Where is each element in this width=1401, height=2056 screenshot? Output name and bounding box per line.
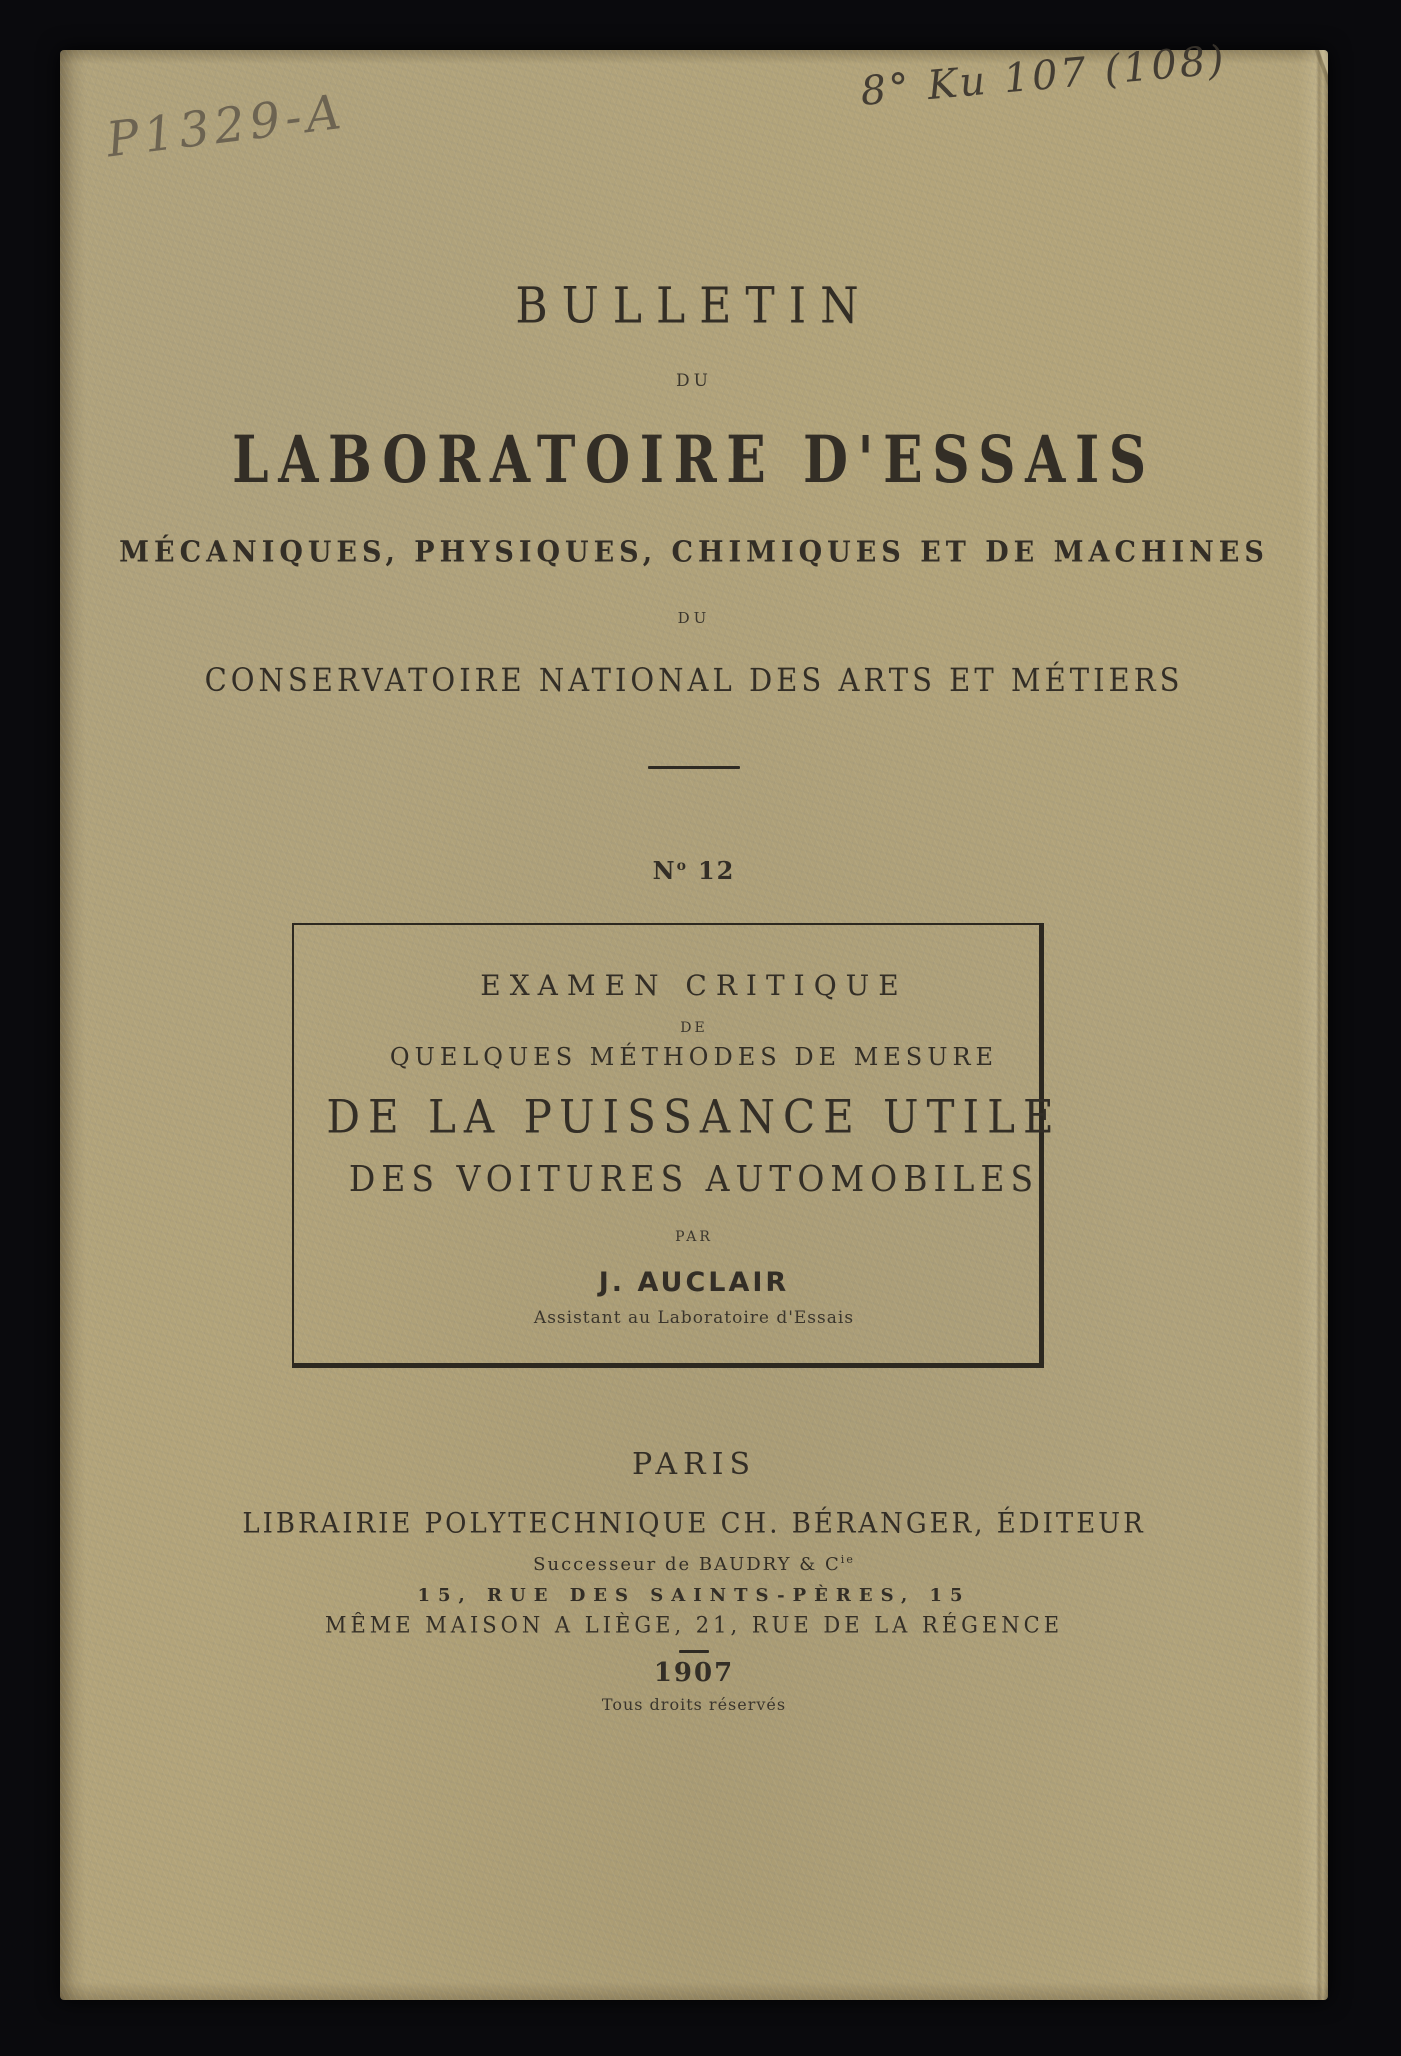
imprint-city: PARIS: [631, 1447, 757, 1482]
separator-rule: [648, 766, 740, 769]
issue-sup-o: o: [676, 858, 688, 874]
successor-text: Successeur de BAUDRY & C: [533, 1554, 841, 1575]
successor-sup: ie: [840, 1553, 855, 1566]
imprint-address-paris: 15, RUE DES SAINTS-PÈRES, 15: [417, 1585, 971, 1606]
work-title-sub: DES VOITURES AUTOMOBILES: [348, 1157, 1040, 1200]
issue-n: N: [652, 856, 677, 885]
issue-number: [60, 856, 1328, 885]
bulletin-title: BULLETIN: [515, 277, 873, 335]
work-title-line2: DE: [680, 1020, 708, 1036]
laboratoire-title: LABORATOIRE D'ESSAIS: [232, 420, 1156, 498]
author-title: Assistant au Laboratoire d'Essais: [533, 1308, 855, 1328]
paper-corner-fold: [1280, 50, 1328, 170]
byline-par: PAR: [675, 1229, 713, 1245]
imprint-rights: Tous droits réservés: [601, 1695, 787, 1714]
work-title-line1: EXAMEN CRITIQUE: [480, 969, 908, 1002]
imprint-year: 1907: [653, 1658, 735, 1688]
work-title-main: DE LA PUISSANCE UTILE: [326, 1089, 1062, 1144]
author-name: J. AUCLAIR: [598, 1267, 790, 1298]
work-title-line3: QUELQUES MÉTHODES DE MESURE: [389, 1043, 999, 1071]
du-word-1: DU: [676, 371, 712, 391]
imprint-successor: [60, 1554, 1328, 1574]
issue-num: 12: [697, 856, 736, 885]
ink-call-number: 8° Ku 107 (108): [858, 37, 1229, 115]
pencil-call-number: P1329-A: [103, 83, 349, 169]
institution-name: CONSERVATOIRE NATIONAL DES ARTS ET MÉTIERS: [204, 661, 1184, 699]
du-word-2: DU: [677, 609, 711, 627]
imprint-publisher: LIBRAIRIE POLYTECHNIQUE CH. BÉRANGER, ÉDITEUR: [242, 1507, 1146, 1541]
paper-cover: [60, 37, 1328, 2000]
imprint-dash: [679, 1650, 709, 1653]
masthead-subtitle: MÉCANIQUES, PHYSIQUES, CHIMIQUES ET DE MACHINES: [119, 535, 1269, 570]
imprint-address-liege: MÊME MAISON A LIÈGE, 21, RUE DE LA RÉGENCE: [324, 1612, 1064, 1638]
